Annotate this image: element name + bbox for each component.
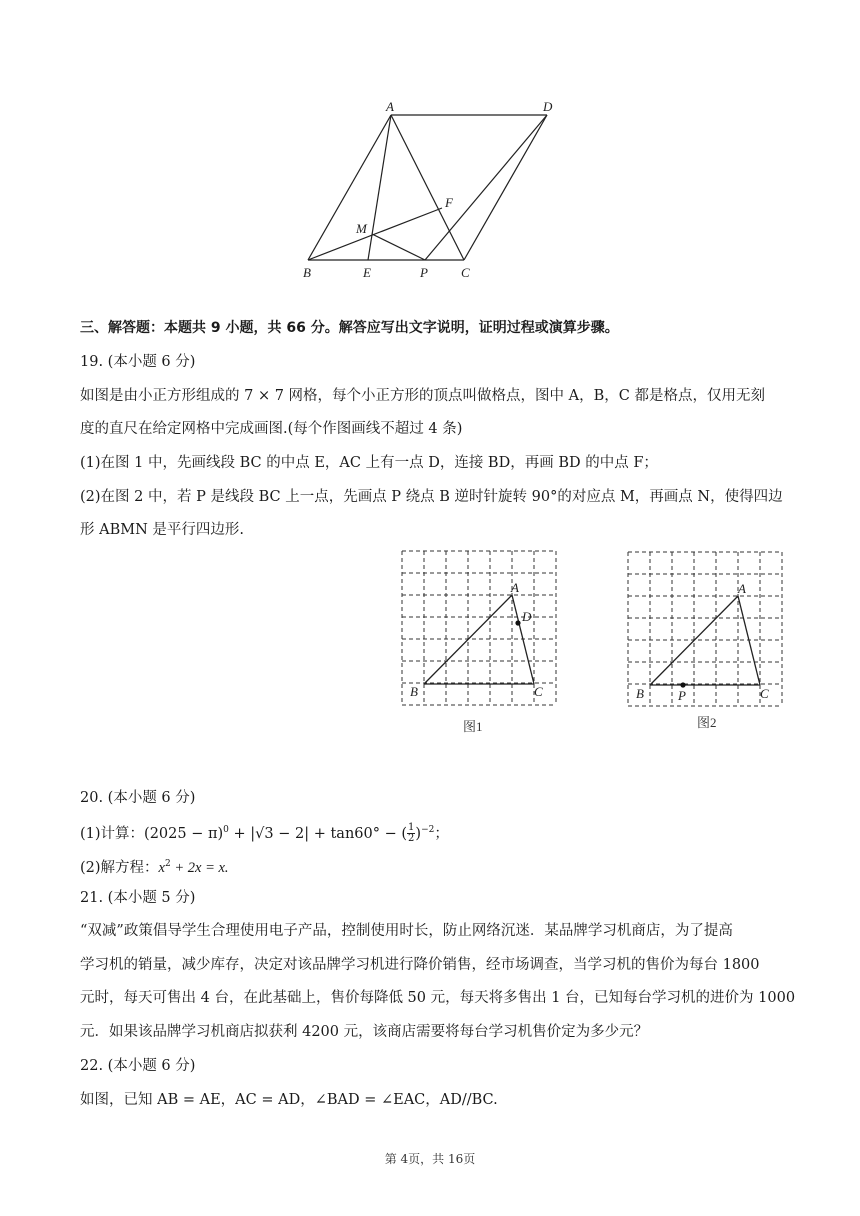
q20-part-1-end: ；	[434, 825, 449, 842]
q19-para-4: (2)在图 2 中，若 P 是线段 BC 上一点，先画点 P 绕点 B 逆时针旋转 90°的对应点 M，再画点 N，使得四边	[80, 489, 783, 505]
parallelogram-figure	[290, 100, 580, 285]
label-c: C	[461, 265, 470, 280]
q20-part-2	[80, 854, 780, 878]
q20-header: 20. (本小题 6 分)	[80, 790, 196, 806]
grid-figure-1	[395, 545, 565, 745]
q21-para-2: 学习机的销量，减少库存，决定对该品牌学习机进行降价销售，经市场调查，当学习机的售价为每台 1800	[80, 957, 760, 973]
segment-mp	[372, 234, 425, 260]
q20-expr-b: + |√3 − 2| + tan60° − (	[228, 825, 408, 842]
q21-para-3: 元时，每天可售出 4 台，在此基础上，售价每降低 50 元，每天将多售出 1 台，已知每台学习机的进价为 1000	[80, 990, 796, 1006]
q21-para-1: “双减”政策倡导学生合理使用电子产品，控制使用时长，防止网络沉迷．某品牌学习机商店，为了提高	[80, 923, 733, 939]
label-b: B	[303, 265, 311, 280]
fig2-caption: 图2	[697, 715, 717, 730]
fig1-label-c: C	[534, 684, 543, 699]
q19-para-3: (1)在图 1 中，先画线段 BC 的中点 E，AC 上有一点 D，连接 BD，再画 BD 的中点 F；	[80, 455, 658, 471]
fig1-label-a: A	[511, 580, 519, 595]
q20-exp-a: 0	[223, 825, 229, 835]
q22-header: 22. (本小题 6 分)	[80, 1058, 196, 1074]
q21-header: 21. (本小题 5 分)	[80, 890, 196, 906]
grid-figure-2	[620, 545, 790, 745]
label-d: D	[543, 100, 553, 114]
q20-exp-c: −2	[421, 825, 435, 835]
label-p: P	[420, 265, 428, 280]
fig2-label-a: A	[738, 581, 746, 596]
fig2-label-b: B	[636, 686, 644, 701]
fig2-point-p	[680, 682, 685, 687]
q19-para-1: 如图是由小正方形组成的 7 × 7 网格，每个小正方形的顶点叫做格点，图中 A，B，C 都是格点，仅用无刻	[80, 388, 765, 404]
fig1-caption: 图1	[463, 719, 483, 734]
section-heading: 三、解答题：本题共 9 小题，共 66 分。解答应写出文字说明，证明过程或演算步骤。	[80, 320, 619, 336]
q19-para-2: 度的直尺在给定网格中完成画图.(每个作图画线不超过 4 条)	[80, 421, 463, 437]
fig1-label-b: B	[410, 684, 418, 699]
q20-eq-x: x	[158, 859, 165, 876]
q21-para-4: 元．如果该品牌学习机商店拟获利 4200 元，该商店需要将每台学习机售价定为多少元？	[80, 1024, 649, 1040]
q20-part-1-prefix: (1)计算：	[80, 825, 145, 842]
label-f: F	[445, 195, 453, 210]
label-m: M	[356, 221, 367, 236]
q20-expr-a: (2025 − π)	[144, 825, 224, 842]
label-e: E	[363, 265, 371, 280]
segment-pd	[425, 115, 547, 260]
fig1-point-d	[515, 620, 520, 625]
segment-dc	[464, 115, 547, 260]
segment-ab	[308, 115, 391, 260]
q19-para-5: 形 ABMN 是平行四边形.	[80, 522, 244, 538]
q19-header: 19. (本小题 6 分)	[80, 354, 196, 370]
q20-frac-num: 1	[408, 822, 415, 834]
label-a: A	[386, 100, 394, 114]
fig2-label-p: P	[678, 688, 686, 703]
q20-frac-den: 2	[408, 833, 415, 845]
q20-eq-rest: + 2x = x.	[170, 859, 229, 876]
fig1-label-d: D	[522, 609, 532, 624]
q20-part-2-prefix: (2)解方程：	[80, 859, 159, 876]
fig2-label-c: C	[760, 686, 769, 701]
segment-ac	[391, 115, 464, 260]
q20-expr-c: )	[415, 825, 422, 842]
q20-part-1	[80, 820, 780, 844]
page-footer: 第 4页，共 16页	[384, 1152, 476, 1166]
q20-eq-exp: 2	[164, 859, 171, 869]
q22-para-1: 如图，已知 AB = AE，AC = AD，∠BAD = ∠EAC，AD//BC.	[80, 1092, 498, 1108]
